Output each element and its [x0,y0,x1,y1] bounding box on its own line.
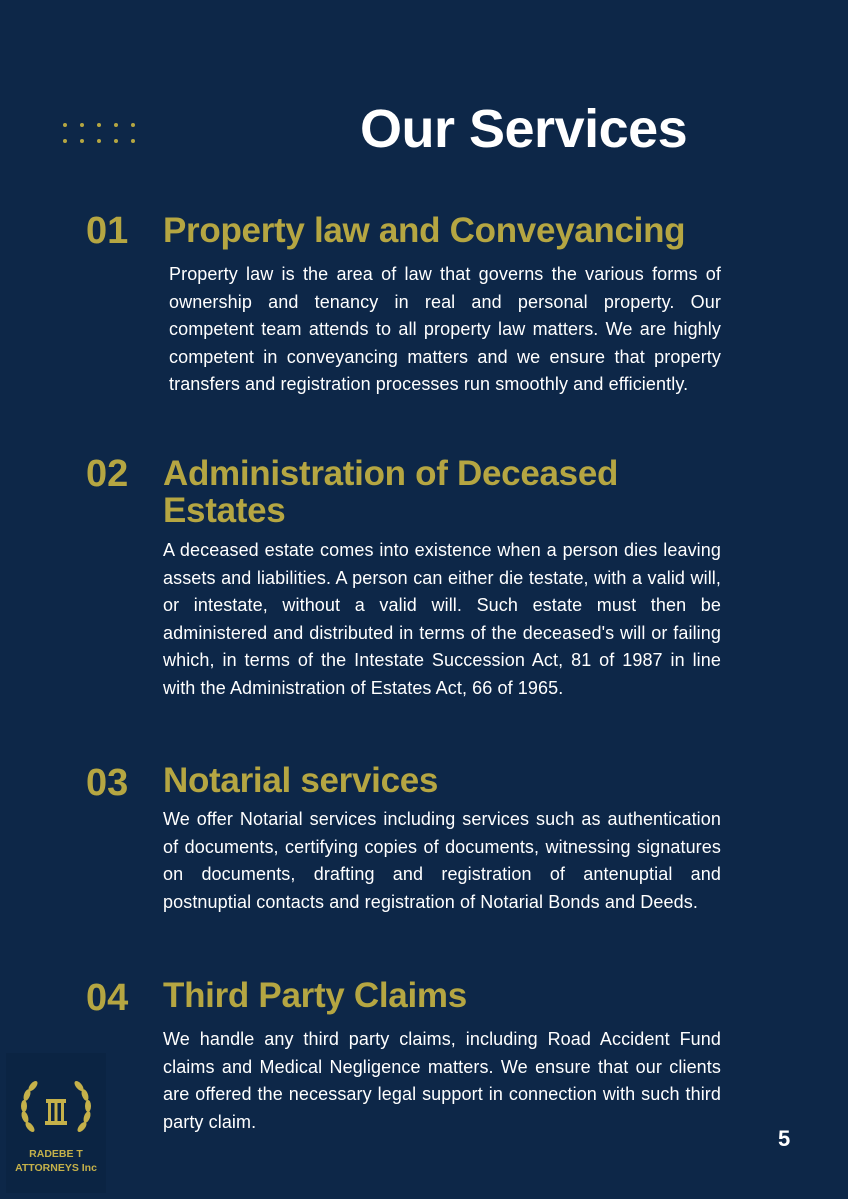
service-title: Administration of Deceased Estates [163,454,619,530]
decorative-dots [63,123,141,147]
service-description: A deceased estate comes into existence when a person dies leaving assets and liabilities. A person can either die testate, with a valid will, or intestate, without a valid will. Such estate must then be administered and distributed in terms of the deceased's will or failing which, in terms of the Intestate Succession Act, 81 of 1987 in line with the Administration of Estates Act, 66 of 1965. [163,540,721,698]
laurel-pillar-icon [16,1079,96,1141]
service-title: Notarial services [163,761,439,800]
service-description: We handle any third party claims, including Road Accident Fund claims and Medical Negligence matters. We ensure that our clients are offered the necessary legal support in connection with such third party claim. [163,1029,721,1132]
service-number: 03 [86,762,129,804]
service-number: 04 [86,977,129,1019]
firm-logo [6,1053,106,1193]
page-number: 5 [778,1126,791,1151]
service-description: Property law is the area of law that governs the various forms of ownership and tenancy in real and personal property. Our competent team attends to all property law matters. We are highly competent in conveyancing matters and we ensure that property transfers and registration processes run smoothly and efficiently. [169,264,721,394]
page-title: Our Services [360,99,688,159]
logo-line-1: RADEBE T [29,1148,83,1160]
logo-line-2: ATTORNEYS Inc [15,1162,97,1174]
service-title: Third Party Claims [163,976,467,1015]
service-title: Property law and Conveyancing [163,211,686,250]
service-number: 01 [86,210,129,252]
service-number: 02 [86,453,129,495]
service-description: We offer Notarial services including services such as authentication of documents, certifying copies of documents, witnessing signatures on documents, drafting and registration of antenuptial and postnuptial contacts and registration of Notarial Bonds and Deeds. [163,809,721,912]
